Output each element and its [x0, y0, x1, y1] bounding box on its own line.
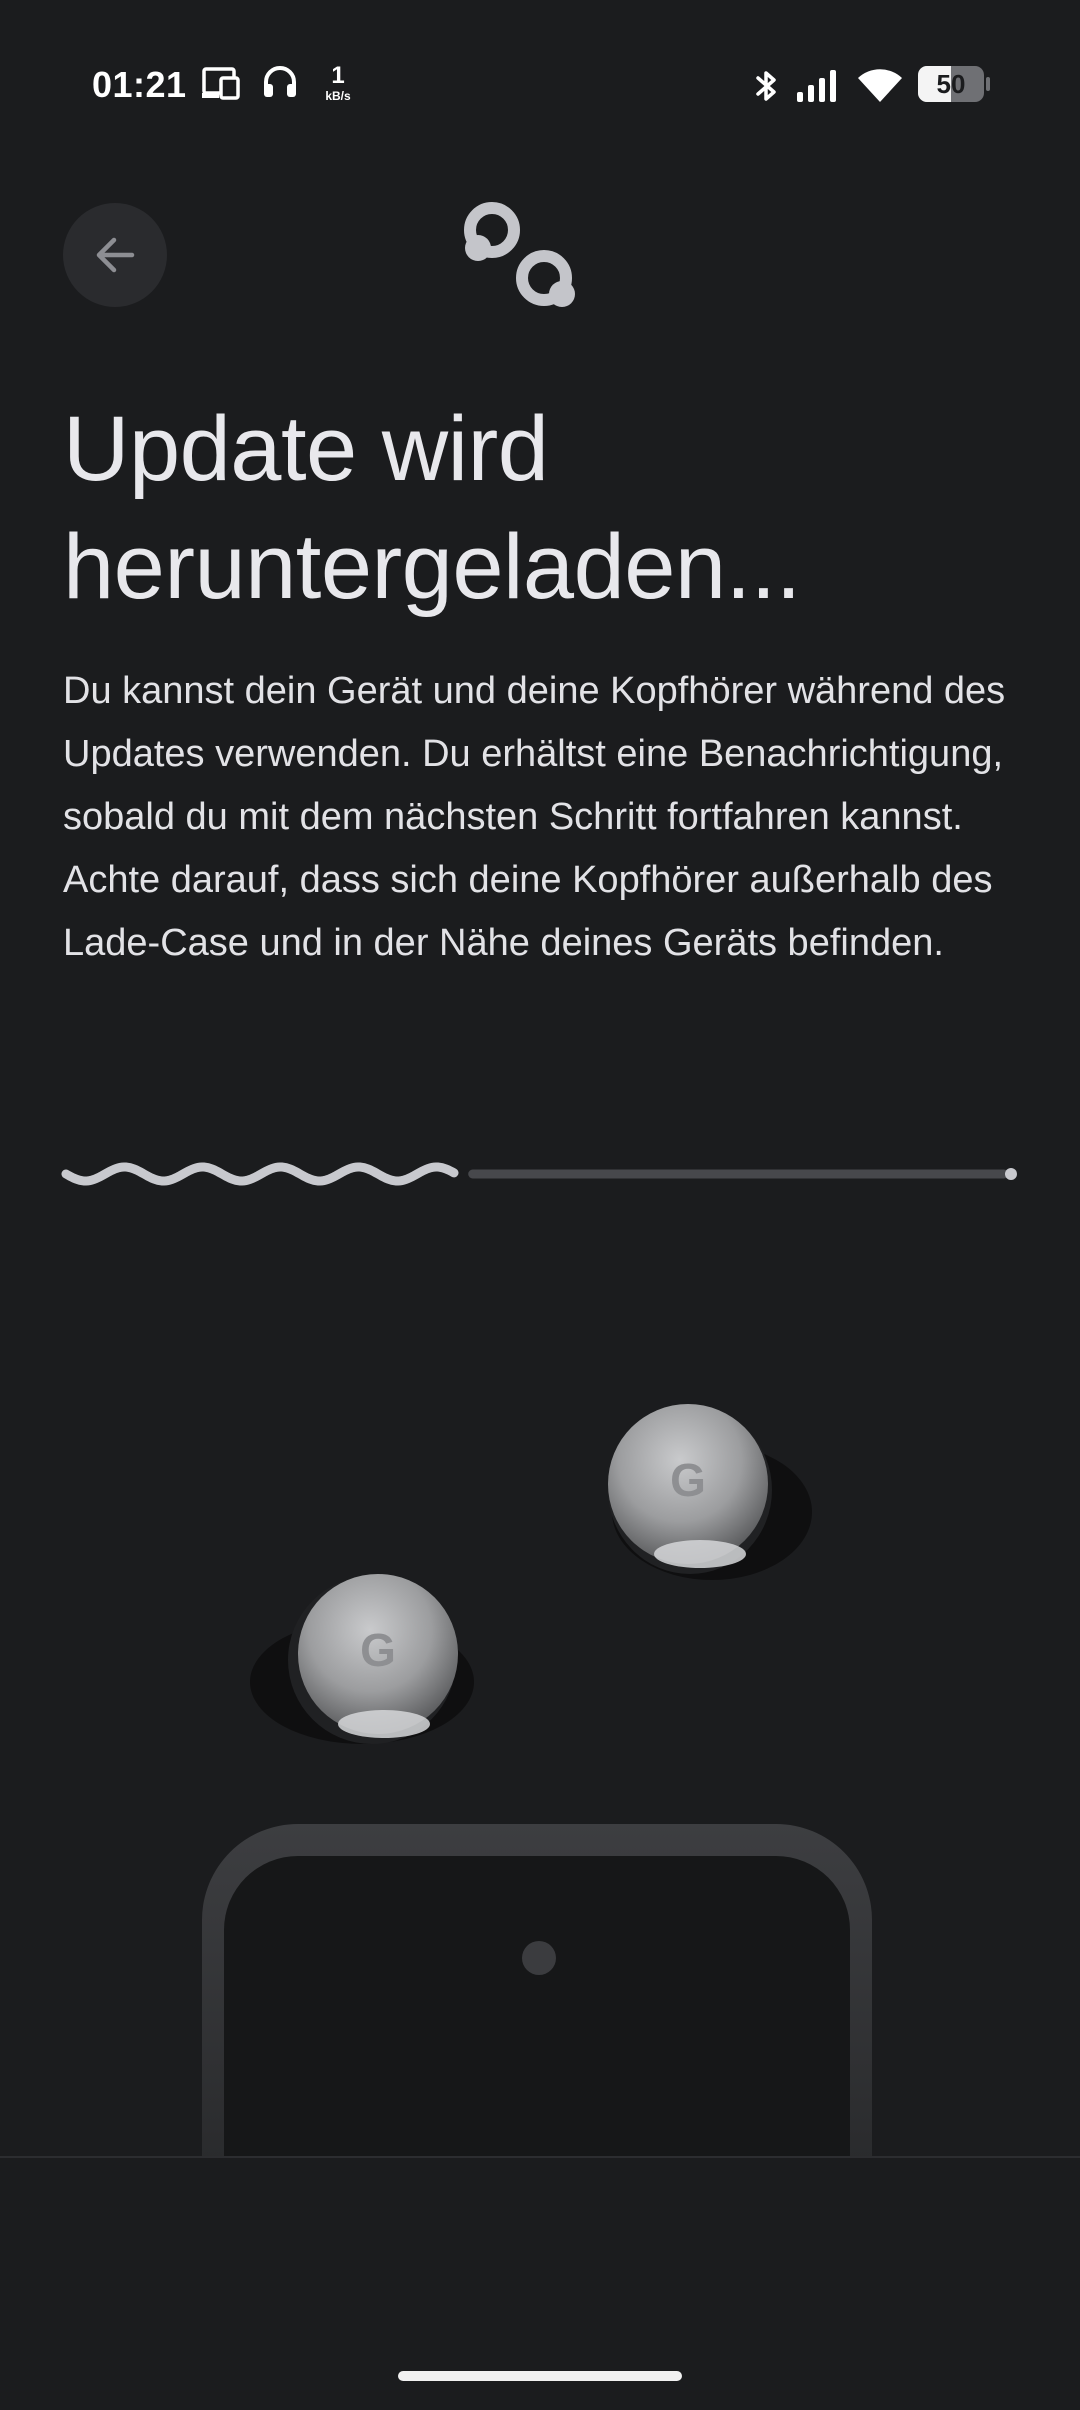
battery-level: 50 — [936, 69, 966, 99]
phone-camera — [522, 1941, 556, 1975]
battery-indicator — [918, 66, 990, 102]
bluetooth-icon — [752, 68, 782, 104]
cell-signal-icon — [796, 68, 842, 104]
wifi-icon — [856, 66, 904, 104]
arrow-left-icon — [92, 232, 138, 278]
home-indicator[interactable] — [398, 2371, 682, 2381]
download-progress-bar — [60, 1152, 1020, 1196]
headphones-icon — [262, 64, 298, 100]
network-speed — [318, 64, 358, 102]
earbud-right — [608, 1404, 812, 1580]
earbud-left — [250, 1574, 474, 1744]
network-speed-value: 1 — [331, 62, 345, 89]
battery-shell — [918, 66, 984, 102]
earbuds-phone-illustration — [0, 1300, 1080, 2160]
status-bar — [0, 0, 1080, 170]
progress-active-wave — [66, 1167, 454, 1181]
back-button[interactable] — [63, 203, 167, 307]
phone-outline — [202, 1824, 872, 2160]
page-title: Update wird heruntergeladen... — [63, 398, 801, 618]
progress-end-dot — [1005, 1168, 1017, 1180]
status-clock: 01:21 — [92, 64, 187, 105]
network-speed-unit: kB/s — [325, 89, 351, 103]
cast-devices-icon — [202, 66, 242, 100]
update-description: Du kannst dein Gerät und deine Kopfhörer während des Updates verwenden. Du erhältst eine Benachrichtigung, sobald du mit dem nächsten Schritt fortfahren kannst. Achte darauf, dass sich deine Kopfhörer außerhalb des Lade-Case und in der Nähe deines Geräts befinden. — [63, 670, 1006, 964]
google-g-logo-right: G — [670, 1454, 706, 1506]
battery-nub — [986, 77, 990, 91]
earbuds-logo-icon — [458, 196, 582, 318]
google-g-logo-left: G — [360, 1624, 396, 1676]
